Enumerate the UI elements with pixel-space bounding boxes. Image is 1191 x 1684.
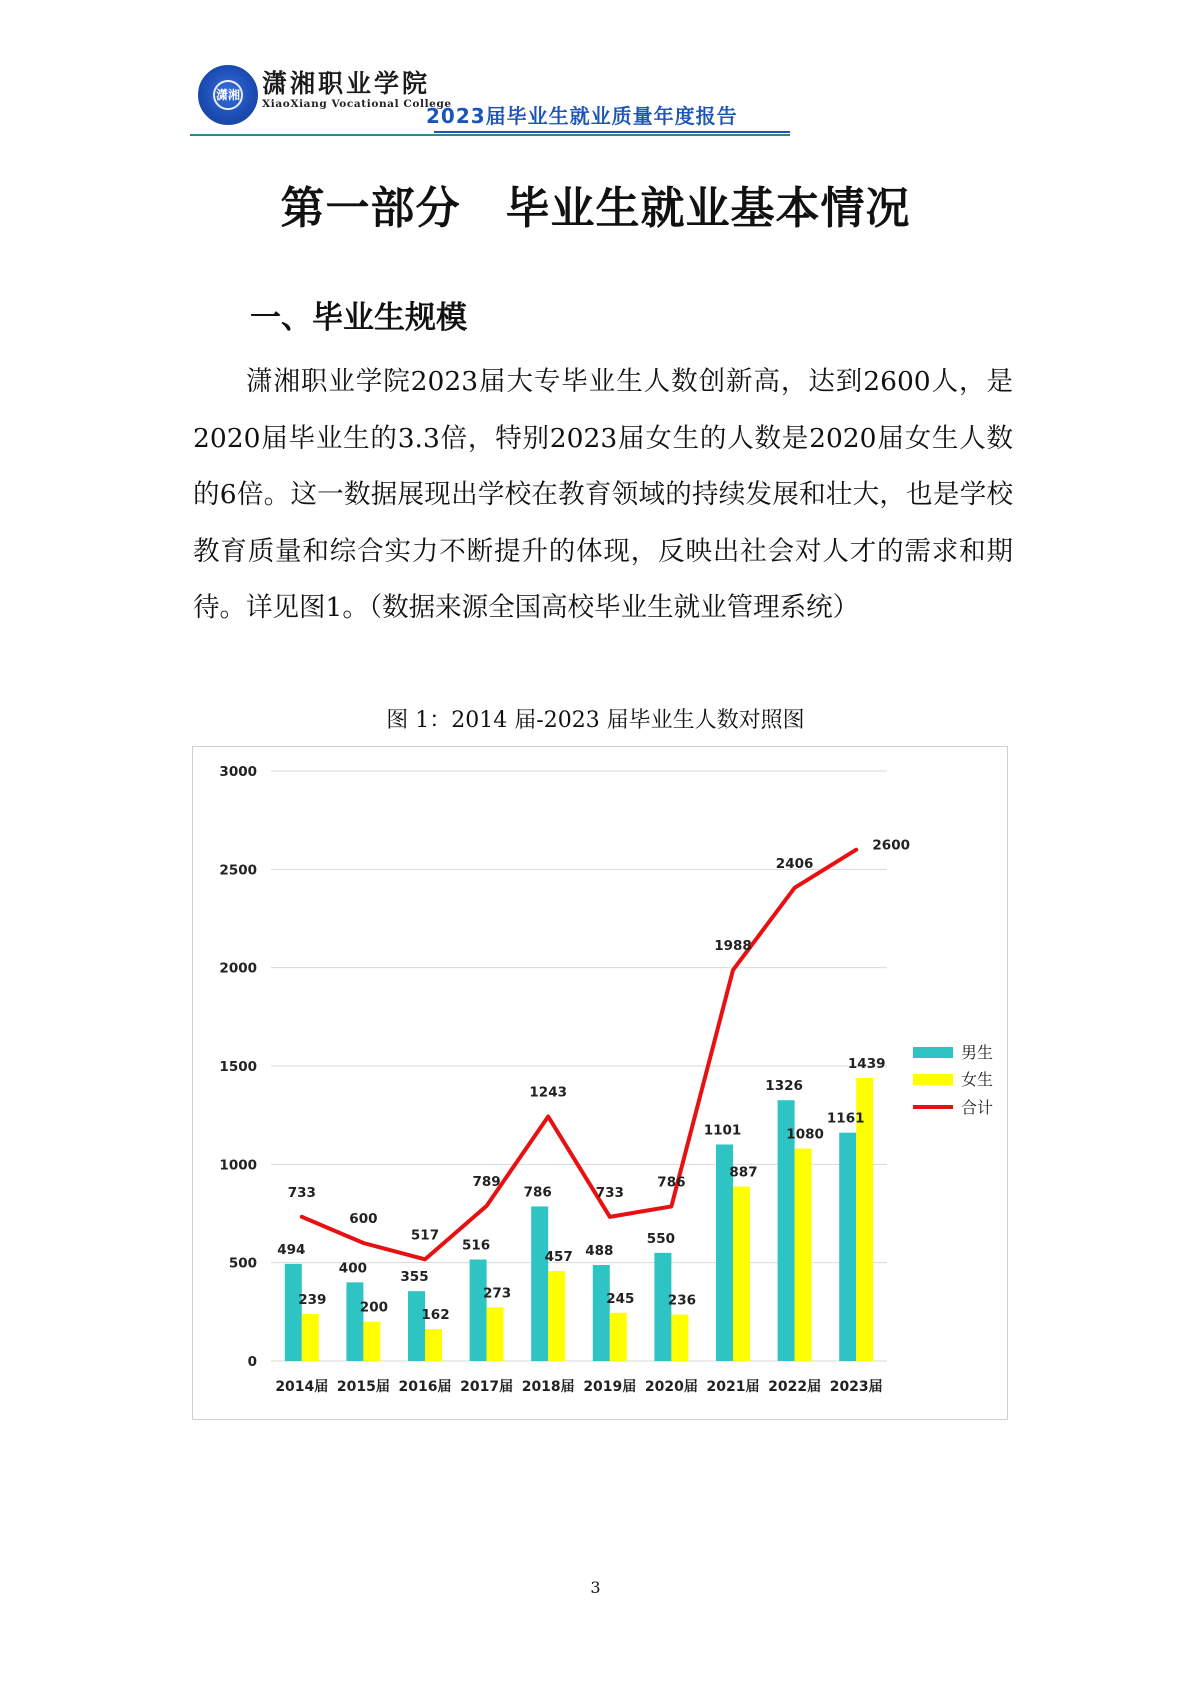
y-tick-label: 500 <box>228 1255 257 1272</box>
bar-female <box>733 1187 750 1361</box>
page-number: 3 <box>590 1578 601 1597</box>
data-label-female: 1439 <box>847 1055 886 1072</box>
data-label-female: 1080 <box>786 1126 824 1143</box>
bar-male <box>408 1291 425 1361</box>
x-tick-label: 2014届 <box>275 1379 329 1395</box>
bar-female <box>487 1307 504 1361</box>
data-label-male: 516 <box>462 1237 491 1254</box>
bar-female <box>302 1314 319 1361</box>
y-tick-label: 1500 <box>219 1059 257 1075</box>
header-divider-accent <box>434 131 790 133</box>
data-label-male: 355 <box>400 1269 429 1286</box>
bar-female <box>363 1322 380 1361</box>
logo-text: 潇湘 <box>215 88 240 102</box>
x-tick-label: 2021届 <box>706 1379 760 1395</box>
x-tick-label: 2016届 <box>398 1379 452 1395</box>
data-label-male: 488 <box>585 1243 614 1260</box>
y-tick-label: 0 <box>247 1354 257 1370</box>
x-tick-label: 2019届 <box>583 1379 637 1395</box>
legend-swatch-female <box>913 1074 953 1085</box>
data-label-total: 2406 <box>775 855 814 872</box>
x-tick-label: 2015届 <box>336 1379 390 1395</box>
data-label-male: 550 <box>646 1230 675 1247</box>
bar-female <box>425 1329 442 1361</box>
line-total <box>302 850 856 1260</box>
data-label-total: 789 <box>472 1173 501 1190</box>
legend-swatch-male <box>913 1047 953 1058</box>
x-tick-label: 2020届 <box>644 1379 698 1395</box>
data-label-total: 733 <box>287 1184 316 1201</box>
y-tick-label: 3000 <box>219 764 257 780</box>
data-label-female: 887 <box>729 1164 758 1181</box>
data-label-female: 457 <box>544 1249 573 1266</box>
page-header <box>190 60 790 140</box>
x-tick-label: 2017届 <box>460 1379 514 1395</box>
legend-label-female: 女生 <box>961 1070 994 1089</box>
data-label-female: 200 <box>359 1299 388 1316</box>
data-label-total: 786 <box>657 1174 686 1191</box>
y-tick-label: 2000 <box>219 960 257 977</box>
data-label-male: 494 <box>277 1241 306 1258</box>
bar-male <box>593 1265 610 1361</box>
x-tick-label: 2018届 <box>521 1379 575 1395</box>
data-label-female: 245 <box>606 1290 635 1307</box>
college-name-en: XiaoXiang Vocational College <box>262 98 452 110</box>
y-tick-label: 2500 <box>219 862 257 879</box>
data-label-male: 1326 <box>765 1078 803 1095</box>
figure-caption: 图 1：2014 届-2023 届毕业生人数对照图 <box>386 708 805 733</box>
college-name: 潇湘职业学院 <box>262 69 431 98</box>
header-divider <box>190 134 790 136</box>
body-paragraph <box>193 354 1013 637</box>
section-title: 一、毕业生规模 <box>250 300 467 336</box>
chart-svg <box>193 747 1009 1421</box>
data-label-male: 786 <box>523 1184 552 1201</box>
college-logo-icon <box>198 65 258 125</box>
data-label-male: 1101 <box>703 1122 742 1139</box>
bar-male <box>285 1264 302 1361</box>
bar-male <box>470 1260 487 1361</box>
bar-female <box>610 1313 627 1361</box>
data-label-total: 600 <box>349 1211 378 1227</box>
data-label-female: 162 <box>421 1307 450 1324</box>
bar-female <box>795 1149 812 1361</box>
bar-male <box>346 1282 363 1361</box>
data-label-male: 1161 <box>826 1110 865 1127</box>
legend-label-male: 男生 <box>961 1043 994 1062</box>
data-label-male: 400 <box>338 1260 367 1277</box>
bar-female <box>548 1271 565 1361</box>
x-tick-label: 2023届 <box>829 1379 883 1395</box>
paragraph-text: 潇湘职业学院2023届大专毕业生人数创新高，达到2600人，是2020届毕业生的3.3倍，特别2023届女生的人数是2020届女生人数的6倍。这一数据展现出学校在教育领域的持续发展和壮大，也是学校教育质量和综合实力不断提升的体现，反映出社会对人才的需求和期待。详见图1。（数据来源全国高校毕业生就业管理系统） <box>193 366 1013 623</box>
x-tick-label: 2022届 <box>768 1379 822 1395</box>
y-tick-label: 1000 <box>219 1157 257 1174</box>
graduates-chart <box>192 746 1008 1420</box>
data-label-female: 236 <box>667 1292 696 1309</box>
data-label-total: 1988 <box>714 938 752 955</box>
legend-label-total: 合计 <box>961 1098 994 1117</box>
data-label-total: 2600 <box>872 837 910 854</box>
data-label-total: 517 <box>410 1227 440 1244</box>
data-label-female: 239 <box>298 1291 327 1308</box>
part-title: 第一部分 毕业生就业基本情况 <box>280 183 911 234</box>
report-title: 2023届毕业生就业质量年度报告 <box>426 104 738 128</box>
bar-female <box>671 1315 688 1361</box>
data-label-female: 273 <box>483 1285 512 1302</box>
bar-male <box>839 1133 856 1361</box>
bar-male <box>531 1206 548 1361</box>
data-label-total: 1243 <box>529 1084 567 1101</box>
data-label-total: 733 <box>595 1184 624 1201</box>
